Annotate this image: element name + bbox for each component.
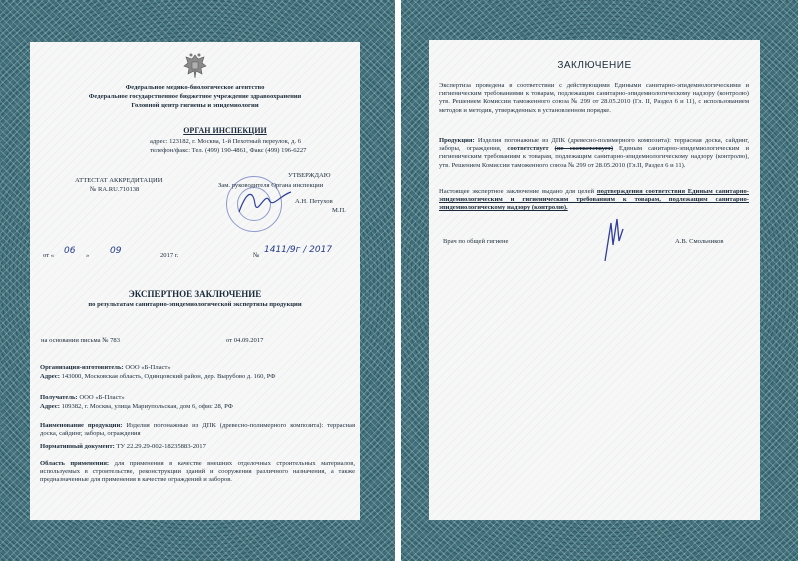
conclusion-para-3: Настоящее экспертное заключение выдано для целей подтверждения соответствия Единым санитарно-эпидемиологическим и гигиеническим требованиям к товарам, подлежащим санитарно-эпидемиологическому надзору (контролю). bbox=[439, 188, 750, 212]
approver-position: Зам. руководителя Органа инспекции bbox=[218, 182, 324, 189]
header-line-1: Федеральное медико-биологическое агентство bbox=[125, 84, 265, 91]
normative-doc-row: Нормативный документ: ТУ 22.29.29-002-18235883-2017 bbox=[40, 443, 206, 450]
date-day: 06 bbox=[64, 246, 76, 256]
date-month: 09 bbox=[110, 246, 122, 256]
approver-mp: М.П. bbox=[332, 207, 346, 214]
doc-number: 1411/9г / 2017 bbox=[264, 245, 333, 255]
right-page bbox=[401, 0, 798, 561]
left-page bbox=[0, 0, 395, 561]
doctor-signature bbox=[599, 215, 629, 265]
doc-number-label: № bbox=[253, 252, 260, 259]
basis-date: от 04.09.2017 bbox=[226, 337, 264, 344]
header-line-2: Федеральное государственное бюджетное учреждение здравоохранения bbox=[88, 93, 302, 100]
signer-role: Врач по общей гигиене bbox=[443, 238, 509, 245]
basis-letter: на основании письма № 783 bbox=[41, 337, 121, 344]
organ-phone: телефон/факс: Тел. (499) 190-4861, Факс (499) 196-6227 bbox=[150, 147, 307, 154]
product-row: Наименование продукции: Изделия погонажные из ДПК (древесно-полимерного композита): террасная доска, сайдинг, заборы, ограждения bbox=[40, 422, 355, 438]
header-line-3: Головной центр гигиены и эпидемиологии bbox=[131, 102, 259, 109]
scope-row: Область применения: для применения в качестве внешних отделочных строительных материалов, используемых в строительстве, реконструкции зданий и сооружения различного назначения, а также предназначенные для применения в качестве ограждений и заборов. bbox=[40, 460, 355, 484]
recipient-address-row: Адрес: 109382, г. Москва, улица Мариупольская, дом 6, офис 28, РФ bbox=[40, 403, 233, 410]
right-sheet bbox=[429, 40, 760, 520]
approver-signature bbox=[235, 182, 295, 222]
approver-name: А.Н. Петухов bbox=[295, 198, 333, 205]
manufacturer-row: Организация-изготовитель: ООО «Б-Пласт» bbox=[40, 364, 171, 371]
organ-title: ОРГАН ИНСПЕКЦИИ bbox=[183, 126, 267, 135]
manufacturer-address-row: Адрес: 143000, Московская область, Одинцовский район, дер. Вырубово д. 160, РФ bbox=[40, 373, 276, 380]
recipient-row: Получатель: ООО «Б-Пласт» bbox=[40, 394, 125, 401]
left-sheet bbox=[30, 42, 360, 520]
conclusion-title: ЗАКЛЮЧЕНИЕ bbox=[557, 60, 632, 71]
approve-label: УТВЕРЖДАЮ bbox=[288, 172, 331, 179]
expert-conclusion-title: ЭКСПЕРТНОЕ ЗАКЛЮЧЕНИЕ bbox=[128, 289, 262, 299]
date-from-label: от « bbox=[43, 252, 55, 259]
coat-of-arms-icon bbox=[182, 52, 208, 80]
signer-name: А.В. Смольников bbox=[675, 238, 724, 245]
date-year: 2017 г. bbox=[160, 252, 179, 259]
conclusion-para-2: Продукция: Изделия погонажные из ДПК (древесно-полимерного композита): террасная доска, сайдинг, заборы, ограждения, соответствует (не соответствует) Единым санитарно-эпидемиологическим и гигиеническим требованиям к товарам, подлежащим санитарно-эпидемиологическому надзору (контролю), утв. Решением Комиссии таможенного союза № 299 от 28.05.2010 (Гл.II, Раздел 6 и 11). bbox=[439, 137, 749, 169]
expert-conclusion-subtitle: по результатам санитарно-эпидемиологической экспертизы продукции bbox=[88, 301, 302, 308]
organ-address: адрес: 123182, г. Москва, 1-й Пехотный переулок, д. 6 bbox=[150, 138, 302, 145]
date-mid: » bbox=[86, 252, 90, 259]
accreditation-number: № RA.RU.710138 bbox=[90, 186, 140, 193]
conclusion-para-1: Экспертиза проведена в соответствии с действующими Едиными санитарно-эпидемиологическими и гигиеническим требованиями к товарам, подлежащим санитарно-эпидемиологическому надзору (контролю) утв. Решением Комиссии таможенного союза № 299 от 28.05.2010 (Гл. II, Раздел 6 и 11), с использованием методов и методик, утвержденных в установленном порядке. bbox=[439, 82, 749, 114]
accreditation-title: АТТЕСТАТ АККРЕДИТАЦИИ bbox=[75, 177, 163, 184]
